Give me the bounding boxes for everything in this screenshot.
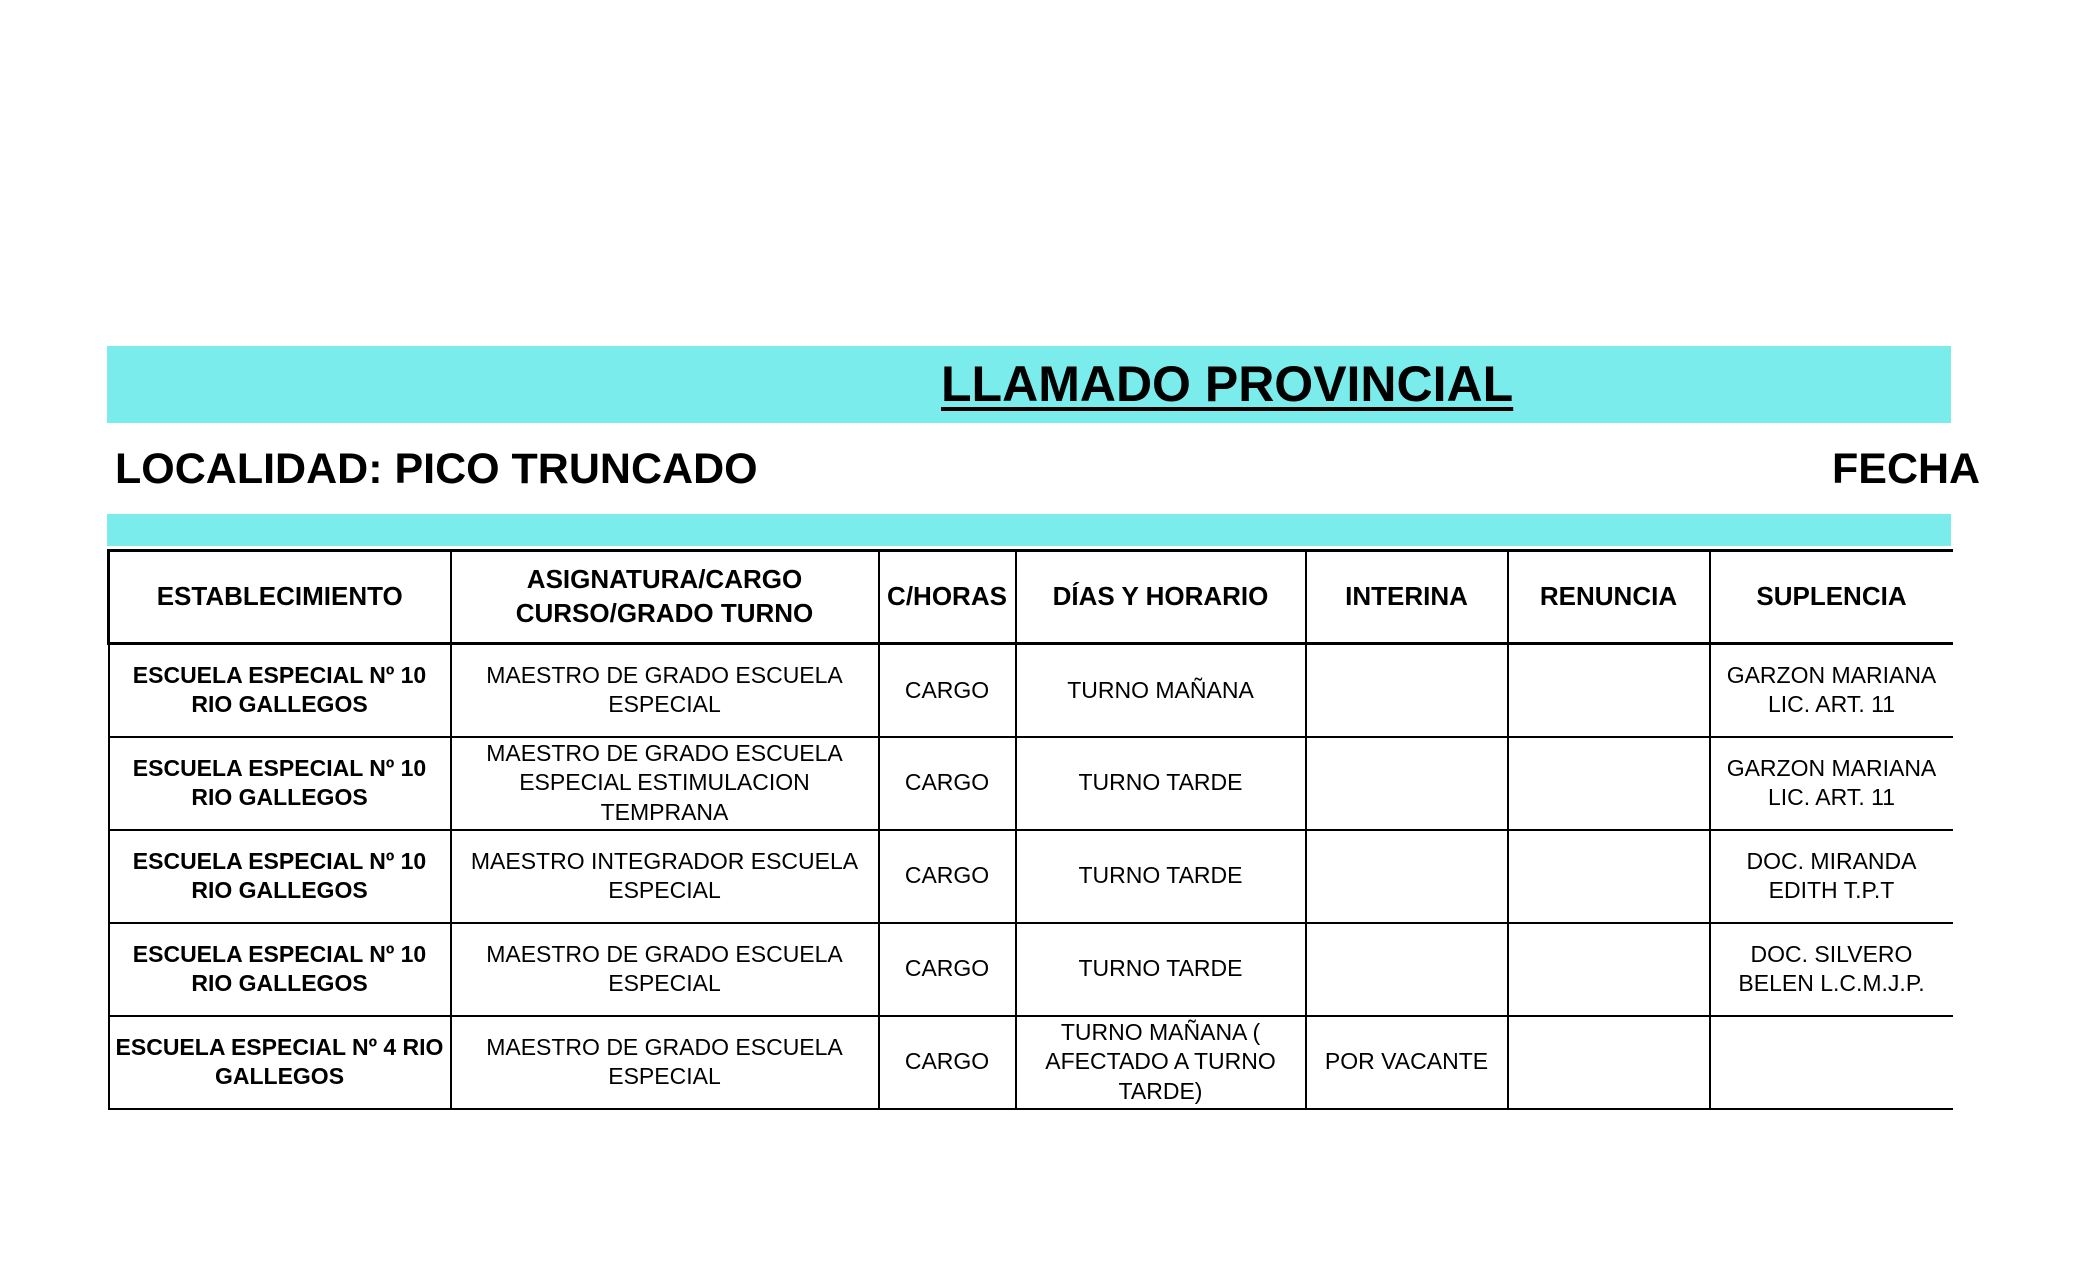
cell-interina: POR VACANTE: [1306, 1016, 1508, 1109]
column-header-interina: INTERINA: [1306, 551, 1508, 644]
cell-horas: CARGO: [879, 923, 1016, 1016]
cell-dias-horario: TURNO MAÑANA: [1016, 644, 1306, 737]
table-row: [109, 644, 1953, 737]
column-header-establecimiento: ESTABLECIMIENTO: [109, 551, 451, 644]
page-title: LLAMADO PROVINCIAL: [941, 356, 1514, 412]
cell-renuncia: [1508, 737, 1710, 830]
cell-suplencia: [1710, 1016, 1953, 1109]
column-header-renuncia: RENUNCIA: [1508, 551, 1710, 644]
cell-renuncia: [1508, 644, 1710, 737]
cell-suplencia: DOC. SILVERO BELEN L.C.M.J.P.: [1710, 923, 1953, 1016]
vacancies-table: [107, 549, 1953, 1110]
fecha-label: FECHA: [1832, 445, 1981, 493]
cell-interina: [1306, 737, 1508, 830]
cell-horas: CARGO: [879, 737, 1016, 830]
cell-interina: [1306, 923, 1508, 1016]
cell-dias-horario: TURNO TARDE: [1016, 830, 1306, 923]
separator-band: [107, 514, 1951, 546]
table-header-row: [109, 551, 1953, 644]
cell-horas: CARGO: [879, 1016, 1016, 1109]
cell-establecimiento: ESCUELA ESPECIAL Nº 4 RIO GALLEGOS: [109, 1016, 451, 1109]
cell-asignatura: MAESTRO DE GRADO ESCUELA ESPECIAL: [451, 923, 879, 1016]
table-row: [109, 737, 1953, 830]
column-header-horas: C/HORAS: [879, 551, 1016, 644]
cell-interina: [1306, 644, 1508, 737]
table-row: [109, 1016, 1953, 1109]
column-header-asignatura: ASIGNATURA/CARGO CURSO/GRADO TURNO: [451, 551, 879, 644]
localidad-label: LOCALIDAD: PICO TRUNCADO: [115, 445, 758, 493]
spreadsheet-page: [107, 346, 1981, 1166]
cell-establecimiento: ESCUELA ESPECIAL Nº 10 RIO GALLEGOS: [109, 923, 451, 1016]
cell-asignatura: MAESTRO DE GRADO ESCUELA ESPECIAL ESTIMULACION TEMPRANA: [451, 737, 879, 830]
cell-establecimiento: ESCUELA ESPECIAL Nº 10 RIO GALLEGOS: [109, 737, 451, 830]
cell-asignatura: MAESTRO INTEGRADOR ESCUELA ESPECIAL: [451, 830, 879, 923]
cell-dias-horario: TURNO MAÑANA ( AFECTADO A TURNO TARDE): [1016, 1016, 1306, 1109]
cell-dias-horario: TURNO TARDE: [1016, 923, 1306, 1016]
cell-establecimiento: ESCUELA ESPECIAL Nº 10 RIO GALLEGOS: [109, 830, 451, 923]
table-row: [109, 830, 1953, 923]
cell-renuncia: [1508, 1016, 1710, 1109]
cell-renuncia: [1508, 830, 1710, 923]
cell-horas: CARGO: [879, 644, 1016, 737]
cell-suplencia: GARZON MARIANA LIC. ART. 11: [1710, 644, 1953, 737]
cell-horas: CARGO: [879, 830, 1016, 923]
cell-renuncia: [1508, 923, 1710, 1016]
cell-establecimiento: ESCUELA ESPECIAL Nº 10 RIO GALLEGOS: [109, 644, 451, 737]
table-row: [109, 923, 1953, 1016]
cell-interina: [1306, 830, 1508, 923]
column-header-dias-horario: DÍAS Y HORARIO: [1016, 551, 1306, 644]
cell-asignatura: MAESTRO DE GRADO ESCUELA ESPECIAL: [451, 1016, 879, 1109]
cell-suplencia: DOC. MIRANDA EDITH T.P.T: [1710, 830, 1953, 923]
column-header-suplencia: SUPLENCIA: [1710, 551, 1953, 644]
cell-suplencia: GARZON MARIANA LIC. ART. 11: [1710, 737, 1953, 830]
cell-dias-horario: TURNO TARDE: [1016, 737, 1306, 830]
cell-asignatura: MAESTRO DE GRADO ESCUELA ESPECIAL: [451, 644, 879, 737]
